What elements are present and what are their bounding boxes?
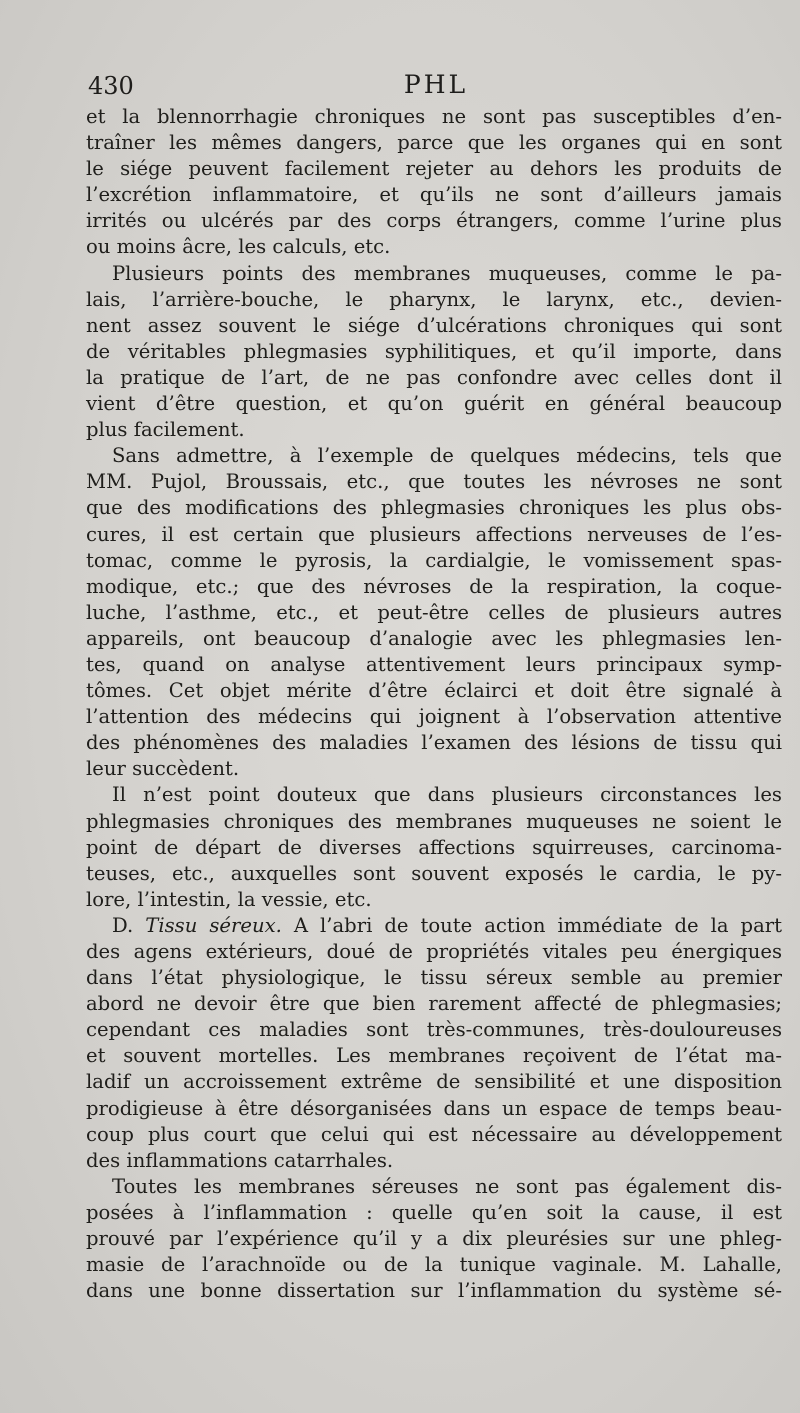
text-line: modique, etc.; que des névroses de la respiration, la coque- bbox=[86, 574, 782, 598]
text-line: teuses, etc., auxquelles sont souvent exposés le cardia, le py- bbox=[86, 861, 782, 885]
text-line: prouvé par l’expérience qu’il y a dix pleurésies sur une phleg- bbox=[86, 1227, 782, 1251]
paragraph bbox=[86, 1174, 782, 1304]
text-line: et souvent mortelles. Les membranes reçoivent de l’état ma- bbox=[86, 1044, 782, 1068]
page-header bbox=[86, 70, 776, 104]
text-line: appareils, ont beaucoup d’analogie avec les phlegmasies len- bbox=[86, 626, 782, 650]
page-number: 430 bbox=[88, 72, 134, 100]
text-line bbox=[86, 913, 782, 939]
text-line: Il n’est point douteux que dans plusieurs circonstances les bbox=[112, 783, 782, 807]
text-line: lais, l’arrière-bouche, le pharynx, le larynx, etc., devien- bbox=[86, 287, 782, 311]
text-line: abord ne devoir être que bien rarement affecté de phlegmasies; bbox=[86, 992, 782, 1016]
text-line: que des modifications des phlegmasies chroniques les plus obs- bbox=[86, 496, 782, 520]
text-line: tômes. Cet objet mérite d’être éclairci et doit être signalé à bbox=[86, 679, 782, 703]
text-line-rest: A l’abri de toute action immédiate de la part bbox=[281, 913, 782, 937]
text-line: le siége peuvent facilement rejeter au dehors les produits de bbox=[86, 157, 782, 181]
text-line: point de départ de diverses affections squirreuses, carcinoma- bbox=[86, 835, 782, 859]
section-heading: Tissu séreux. bbox=[145, 913, 282, 937]
text-line: prodigieuse à être désorganisées dans un espace de temps beau- bbox=[86, 1096, 782, 1120]
text-line: ou moins âcre, les calculs, etc. bbox=[86, 235, 391, 259]
text-line: Plusieurs points des membranes muqueuses, comme le pa- bbox=[112, 261, 782, 285]
text-line: dans une bonne dissertation sur l’inflammation du système sé- bbox=[86, 1279, 782, 1303]
page-body bbox=[86, 104, 782, 1304]
text-line: l’attention des médecins qui joignent à l’observation attentive bbox=[86, 705, 782, 729]
paragraph bbox=[86, 782, 782, 912]
text-line: coup plus court que celui qui est nécessaire au développement bbox=[86, 1122, 782, 1146]
text-line: Sans admettre, à l’exemple de quelques médecins, tels que bbox=[112, 444, 782, 468]
text-line: phlegmasies chroniques des membranes muqueuses ne soient le bbox=[86, 809, 782, 833]
paragraph bbox=[86, 104, 782, 261]
text-line: MM. Pujol, Broussais, etc., que toutes les névroses ne sont bbox=[86, 470, 782, 494]
paragraph bbox=[86, 261, 782, 444]
text-line: irrités ou ulcérés par des corps étrangers, comme l’urine plus bbox=[86, 209, 782, 233]
paragraph bbox=[86, 443, 782, 782]
text-line: nent assez souvent le siége d’ulcérations chroniques qui sont bbox=[86, 313, 782, 337]
text-line: vient d’être question, et qu’on guérit en général beaucoup bbox=[86, 392, 782, 416]
text-line: leur succèdent. bbox=[86, 757, 240, 781]
text-line: tes, quand on analyse attentivement leurs principaux symp- bbox=[86, 652, 782, 676]
paragraph-tissu-sereux bbox=[86, 913, 782, 1174]
text-line: lore, l’intestin, la vessie, etc. bbox=[86, 887, 372, 911]
running-head: PHL bbox=[403, 70, 469, 99]
text-line: des phénomènes des maladies l’examen des lésions de tissu qui bbox=[86, 731, 782, 755]
text-line: dans l’état physiologique, le tissu séreux semble au premier bbox=[86, 966, 782, 990]
text-line: de véritables phlegmasies syphilitiques, et qu’il importe, dans bbox=[86, 339, 782, 363]
text-line: posées à l’inflammation : quelle qu’en soit la cause, il est bbox=[86, 1200, 782, 1224]
text-line: cependant ces maladies sont très-communes, très-douloureuses bbox=[86, 1018, 782, 1042]
text-line: l’excrétion inflammatoire, et qu’ils ne sont d’ailleurs jamais bbox=[86, 183, 782, 207]
text-line: cures, il est certain que plusieurs affections nerveuses de l’es- bbox=[86, 522, 782, 546]
text-line: luche, l’asthme, etc., et peut-être celles de plusieurs autres bbox=[86, 600, 782, 624]
text-line: tomac, comme le pyrosis, la cardialgie, le vomissement spas- bbox=[86, 548, 782, 572]
section-label: D. bbox=[112, 913, 134, 937]
text-line: des inflammations catarrhales. bbox=[86, 1148, 394, 1172]
text-line: la pratique de l’art, de ne pas confondre avec celles dont il bbox=[86, 365, 782, 389]
text-line: Toutes les membranes séreuses ne sont pas également dis- bbox=[112, 1174, 782, 1198]
text-line: des agens extérieurs, doué de propriétés vitales peu énergiques bbox=[86, 940, 782, 963]
text-line: plus facilement. bbox=[86, 418, 245, 442]
text-line: traîner les mêmes dangers, parce que les organes qui en sont bbox=[86, 131, 782, 155]
text-line: ladif un accroissement extrême de sensibilité et une disposition bbox=[86, 1070, 782, 1094]
text-line: masie de l’arachnoïde ou de la tunique vaginale. M. Lahalle, bbox=[86, 1253, 782, 1277]
text-line: et la blennorrhagie chroniques ne sont pas susceptibles d’en- bbox=[86, 105, 782, 128]
